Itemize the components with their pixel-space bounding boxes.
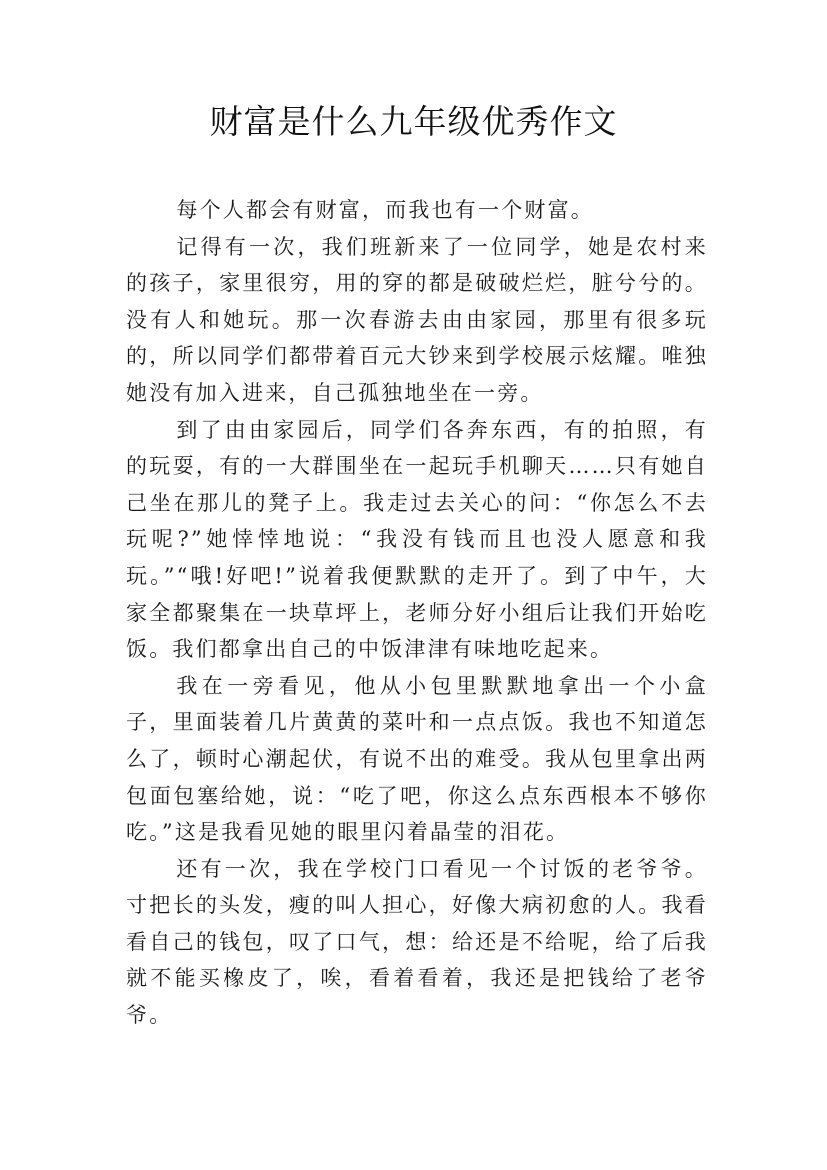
paragraph-2: 记得有一次，我们班新来了一位同学，她是农村来的孩子，家里很穷，用的穿的都是破破烂烂，脏兮兮的。没有人和她玩。那一次春游去由由家园，那里有很多玩的，所以同学们都带着百元大钞来到学校展示炫耀。唯独她没有加入进来，自己孤独地坐在一旁。 xyxy=(126,234,708,405)
paragraph-5: 还有一次，我在学校门口看见一个讨饭的老爷爷。寸把长的头发，瘦的叫人担心，好像大病初愈的人。我看看自己的钱包，叹了口气，想：给还是不给呢，给了后我就不能买橡皮了，唉，看着看着，我还是把钱给了老爷爷。 xyxy=(126,856,708,1028)
paragraph-3: 到了由由家园后，同学们各奔东西，有的拍照，有的玩耍，有的一大群围坐在一起玩手机聊天……只有她自己坐在那儿的凳子上。我走过去关心的问：“你怎么不去玩呢?”她悻悻地说：“我没有钱而且也没人愿意和我玩。”“哦!好吧!”说着我便默默的走开了。到了中午，大家全都聚集在一块草坪上，老师分好小组后让我们开始吃饭。我们都拿出自己的中饭津津有味地吃起来。 xyxy=(126,417,708,662)
paragraph-4: 我在一旁看见，他从小包里默默地拿出一个小盒子，里面装着几片黄黄的菜叶和一点点饭。我也不知道怎么了，顿时心潮起伏，有说不出的难受。我从包里拿出两包面包塞给她，说：“吃了吧，你这么点东西根本不够你吃。”这是我看见她的眼里闪着晶莹的泪花。 xyxy=(126,673,708,845)
document-body xyxy=(126,192,708,1034)
document-title: 财富是什么九年级优秀作文 xyxy=(209,102,618,141)
paragraph-1: 每个人都会有财富，而我也有一个财富。 xyxy=(176,198,594,222)
